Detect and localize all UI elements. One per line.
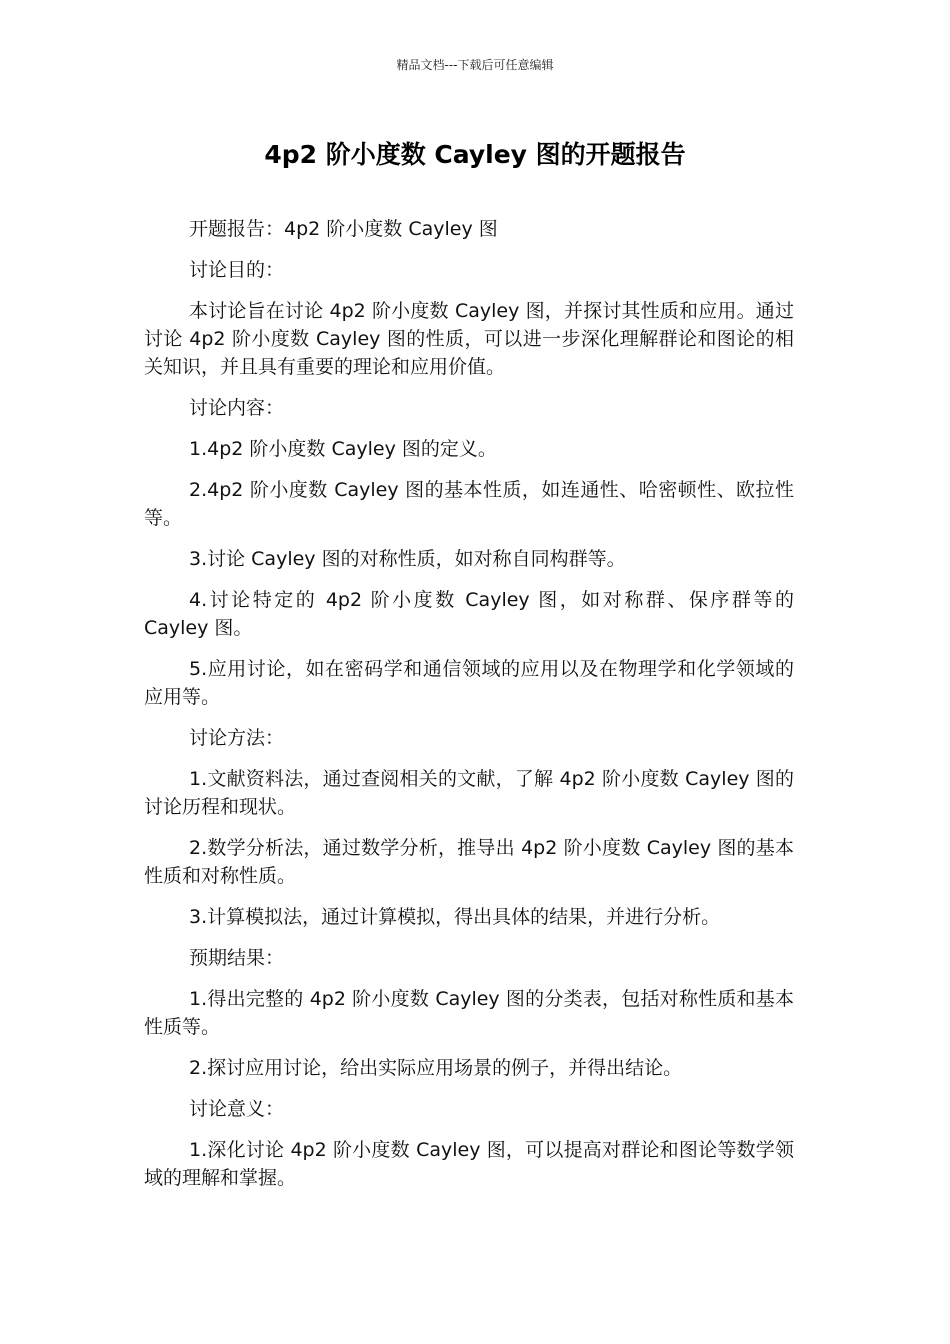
list-item-content-1: 1.4p2 阶小度数 Cayley 图的定义。 xyxy=(189,438,497,460)
document-title: 4p2 阶小度数 Cayley 图的开题报告 xyxy=(264,140,686,169)
paragraph-purpose: 本讨论旨在讨论 4p2 阶小度数 Cayley 图，并探讨其性质和应用。通过讨论 4p2 阶小度数 Cayley 图的性质，可以进一步深化理解群论和图论的相关知识，并且具有重要的理论和应用价值。 xyxy=(144,300,794,378)
header-note: 精品文档---下载后可任意编辑 xyxy=(396,58,554,72)
list-item-content-5: 5.应用讨论，如在密码学和通信领域的应用以及在物理学和化学领域的应用等。 xyxy=(144,658,794,708)
list-item-significance-1: 1.深化讨论 4p2 阶小度数 Cayley 图，可以提高对群论和图论等数学领域的理解和掌握。 xyxy=(144,1139,794,1189)
paragraph-report-subject: 开题报告：4p2 阶小度数 Cayley 图 xyxy=(189,218,498,240)
list-item-content-3: 3.讨论 Cayley 图的对称性质，如对称自同构群等。 xyxy=(189,548,626,570)
document-body xyxy=(144,215,794,1205)
section-heading-significance: 讨论意义： xyxy=(189,1098,285,1120)
section-heading-purpose: 讨论目的： xyxy=(189,259,285,281)
section-heading-expected: 预期结果： xyxy=(189,947,285,969)
list-item-expected-1: 1.得出完整的 4p2 阶小度数 Cayley 图的分类表，包括对称性质和基本性质等。 xyxy=(144,988,794,1038)
list-item-content-4: 4.讨论特定的 4p2 阶小度数 Cayley 图，如对称群、保序群等的 Cayley 图。 xyxy=(144,589,794,639)
list-item-expected-2: 2.探讨应用讨论，给出实际应用场景的例子，并得出结论。 xyxy=(189,1057,683,1079)
list-item-method-1: 1.文献资料法，通过查阅相关的文献，了解 4p2 阶小度数 Cayley 图的讨论历程和现状。 xyxy=(144,768,794,818)
list-item-content-2: 2.4p2 阶小度数 Cayley 图的基本性质，如连通性、哈密顿性、欧拉性等。 xyxy=(144,479,794,529)
list-item-method-3: 3.计算模拟法，通过计算模拟，得出具体的结果，并进行分析。 xyxy=(189,906,721,928)
section-heading-methods: 讨论方法： xyxy=(189,727,285,749)
list-item-method-2: 2.数学分析法，通过数学分析，推导出 4p2 阶小度数 Cayley 图的基本性质和对称性质。 xyxy=(144,837,794,887)
section-heading-content: 讨论内容： xyxy=(189,397,285,419)
